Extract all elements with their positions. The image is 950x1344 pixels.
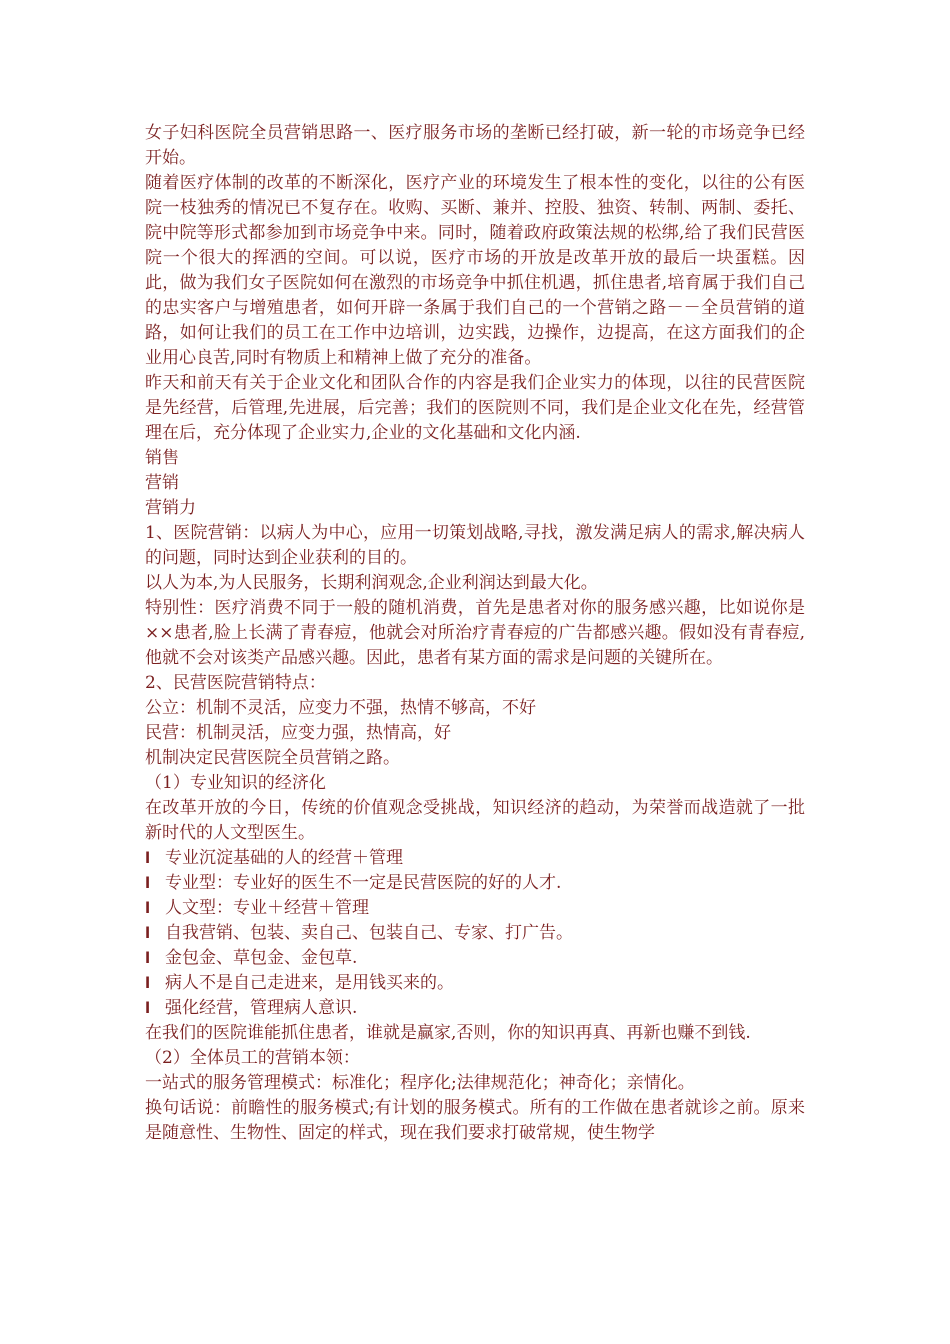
bullet-text: 强化经营，管理病人意识. <box>165 998 358 1018</box>
paragraph-mechanism: 机制决定民营医院全员营销之路。 <box>145 748 400 768</box>
bullet-text: 金包金、草包金、金包草. <box>165 948 358 968</box>
paragraph-one-stop: 一站式的服务管理模式：标准化；程序化;法律规范化；神奇化；亲情化。 <box>145 1073 695 1093</box>
bullet-item <box>145 996 805 1021</box>
bullet-mark: l <box>145 874 151 892</box>
bullet-mark: l <box>145 949 151 967</box>
paragraph-public: 公立：机制不灵活，应变力不强，热情不够高，不好 <box>145 698 536 718</box>
bullet-item <box>145 971 805 996</box>
bullet-text: 专业沉淀基础的人的经营＋管理 <box>165 848 403 868</box>
bullet-mark: l <box>145 924 151 942</box>
bullet-text: 专业型：专业好的医生不一定是民营医院的好的人才. <box>165 873 562 893</box>
paragraph-hospital-marketing: 1、医院营销：以病人为中心，应用一切策划战略,寻找，激发满足病人的需求,解决病人的问题，同时达到企业获利的目的。 <box>145 523 805 568</box>
paragraph-private-features: 2、民营医院营销特点： <box>145 673 326 693</box>
document-body <box>145 121 805 1146</box>
bullet-text: 人文型：专业＋经营＋管理 <box>165 898 369 918</box>
paragraph-marketing-power: 营销力 <box>145 498 196 518</box>
bullet-item <box>145 921 805 946</box>
paragraph-winner: 在我们的医院谁能抓住患者，谁就是赢家,否则，你的知识再真、再新也赚不到钱. <box>145 1023 751 1043</box>
bullet-mark: l <box>145 849 151 867</box>
paragraph-section-2: （2）全体员工的营销本领： <box>145 1048 360 1068</box>
paragraph-knowledge-economy: 在改革开放的今日，传统的价值观念受挑战，知识经济的趋动，为荣誉而战造就了一批新时代的人文型医生。 <box>145 798 805 843</box>
paragraph-forward-looking: 换句话说：前瞻性的服务模式;有计划的服务模式。所有的工作做在患者就诊之前。原来是随意性、生物性、固定的样式，现在我们要求打破常规，使生物学 <box>145 1098 805 1143</box>
bullet-mark: l <box>145 899 151 917</box>
bullet-mark: l <box>145 974 151 992</box>
bullet-item <box>145 846 805 871</box>
bullet-mark: l <box>145 999 151 1017</box>
paragraph-culture: 昨天和前天有关于企业文化和团队合作的内容是我们企业实力的体现，以往的民营医院是先经营，后管理,先进展，后完善；我们的医院则不同，我们是企业文化在先，经营管理在后，充分体现了企业实力,企业的文化基础和文化内涵. <box>145 373 805 443</box>
paragraph-section-1: （1）专业知识的经济化 <box>145 773 326 793</box>
bullet-item <box>145 871 805 896</box>
paragraph-specificity: 特别性：医疗消费不同于一般的随机消费，首先是患者对你的服务感兴趣，比如说你是××患者,脸上长满了青春痘，他就会对所治疗青春痘的广告都感兴趣。假如没有青春痘,他就不会对该类产品感兴趣。因此，患者有某方面的需求是问题的关键所在。 <box>145 598 805 668</box>
bullet-text: 病人不是自己走进来，是用钱买来的。 <box>165 973 454 993</box>
paragraph-people-oriented: 以人为本,为人民服务，长期利润观念,企业利润达到最大化。 <box>145 573 598 593</box>
paragraph-title: 女子妇科医院全员营销思路一、医疗服务市场的垄断已经打破，新一轮的市场竞争已经开始。 <box>145 123 805 168</box>
bullet-text: 自我营销、包装、卖自己、包装自己、专家、打广告。 <box>165 923 573 943</box>
paragraph-marketing: 营销 <box>145 473 179 493</box>
paragraph-reform: 随着医疗体制的改革的不断深化，医疗产业的环境发生了根本性的变化，以往的公有医院一枝独秀的情况已不复存在。收购、买断、兼并、控股、独资、转制、两制、委托、院中院等形式都参加到市场竞争中来。同时，随着政府政策法规的松绑,给了我们民营医院一个很大的挥洒的空间。可以说，医疗市场的开放是改革开放的最后一块蛋糕。因此，做为我们女子医院如何在激烈的市场竞争中抓住机遇，抓住患者,培育属于我们自己的忠实客户与增殖患者，如何开辟一条属于我们自己的一个营销之路－－全员营销的道路，如何让我们的员工在工作中边培训，边实践，边操作，边提高，在这方面我们的企业用心良苦,同时有物质上和精神上做了充分的准备。 <box>145 173 805 368</box>
paragraph-sales: 销售 <box>145 448 179 468</box>
paragraph-private: 民营：机制灵活，应变力强，热情高，好 <box>145 723 451 743</box>
bullet-item <box>145 896 805 921</box>
bullet-item <box>145 946 805 971</box>
